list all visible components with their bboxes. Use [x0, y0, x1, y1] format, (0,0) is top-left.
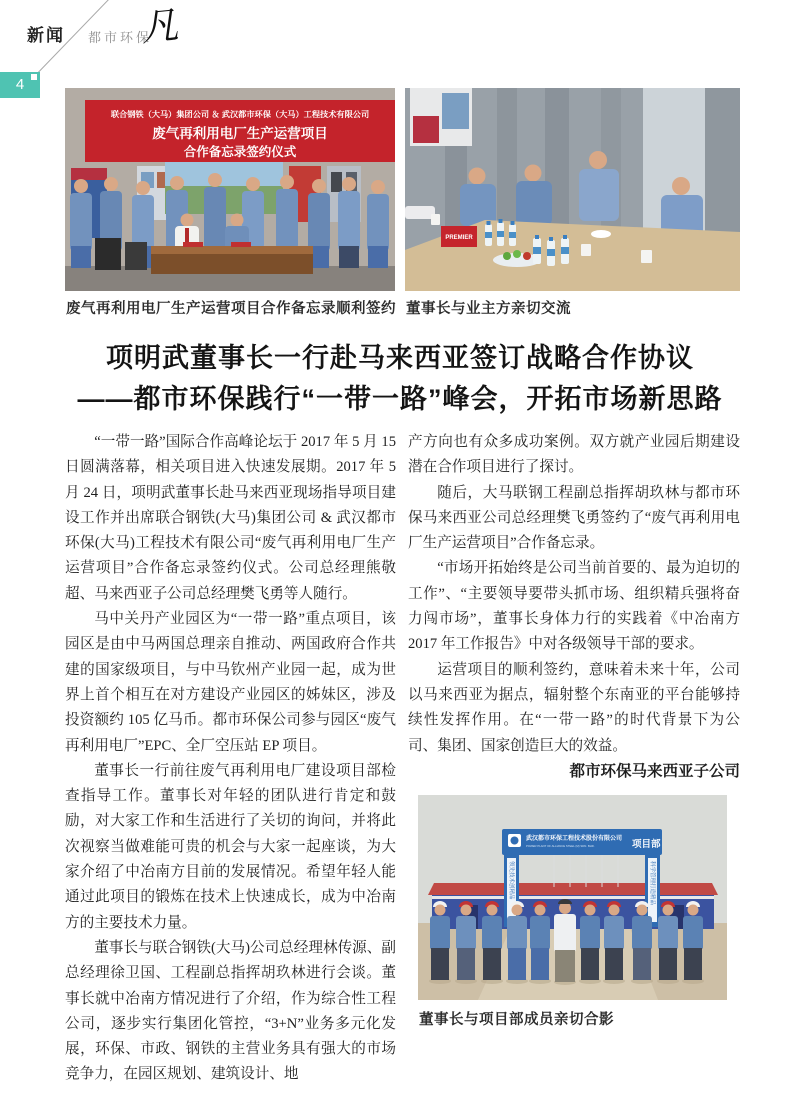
- document-folder: [183, 242, 203, 247]
- paragraph: 董事长与联合钢铁(大马)公司总经理林传源、副总经理徐卫国、工程副总指挥胡玖林进行会谈。董事长就中冶南方情况进行了介绍，作为综合性工程公司，逐步实行集团化管控，“3+N”业务多元化发展，环保、市政、钢铁的主营业务具有强大的市场竞争力，在园区规划、建筑设计、地: [65, 939, 396, 1083]
- paper-cup: [581, 244, 591, 256]
- banner-line2: 废气再利用电厂生产运营项目: [152, 126, 328, 141]
- article-column-right: [408, 430, 740, 784]
- paragraph: 产方向也有众多成功案例。双方就产业园后期建设潜在合作项目进行了探讨。: [408, 434, 740, 476]
- gate-sign-dept: 项目部: [632, 839, 661, 850]
- banner-line1: 联合钢铁（大马）集团公司 ＆ 武汉都市环保（大马）工程技术有限公司: [110, 110, 370, 119]
- page-number-badge: [0, 72, 40, 98]
- chair: [125, 242, 147, 270]
- masthead-title: 都市环保: [88, 30, 153, 45]
- pillar-slogan-right: 科学管理打造精品: [649, 861, 655, 906]
- paper-cup: [431, 214, 440, 225]
- caption-signing: 废气再利用电厂生产运营项目合作备忘录顺利签约: [66, 301, 396, 317]
- paragraph: 随后，大马联钢工程副总指挥胡玖林与都市环保马来西亚公司总经理樊飞勇签约了“废气再利用电厂生产运营项目”合作备忘录。: [408, 484, 740, 552]
- paragraph: 运营项目的顺利签约，意味着未来十年，公司以马来西亚为据点，辐射整个东南亚的平台能够持续性发挥作用。在“一带一路”的时代背景下为公司、集团、国家创造巨大的效益。: [408, 661, 740, 754]
- headline-line2: ——都市环保践行“一带一路”峰会，开拓市场新思路: [77, 384, 723, 414]
- badge-notch: [31, 74, 37, 80]
- gate-sign-english: POWER PLANT OF ALLIANCE STEEL (M) SDN. BHD.: [526, 844, 595, 848]
- photo-meeting-exchange: [405, 88, 740, 291]
- photo-signing-ceremony: [65, 88, 395, 291]
- article-byline: 都市环保马来西亚子公司: [569, 762, 740, 780]
- paragraph: “一带一路”国际合作高峰论坛于 2017 年 5 月 15 日圆满落幕，相关项目进入快速发展期。2017 年 5 月 24 日，项明武董事长赴马来西亚现场指导项目建设工作并出席联合钢铁(大马)集团公司 & 武汉都市环保(大马)工程技术有限公司“废气再利用电厂生产运营项目”合作备忘录签约仪式。公司总经理熊敬超、马来西亚子公司总经理樊飞勇等人随行。: [65, 434, 396, 602]
- gate-sign-company: 武汉都市环保工程技术股份有限公司: [526, 836, 623, 842]
- photo-project-site-group: [418, 795, 727, 1000]
- chair: [95, 238, 121, 270]
- pillar-slogan-left: 领先技术创精品: [508, 861, 514, 900]
- page-number: 4: [15, 76, 25, 93]
- masthead-calligraphy-logo: 凡: [138, 3, 181, 50]
- paragraph: “市场开拓始终是公司当前首要的、最为迫切的工作”、“主要领导要带头抓市场、组织精兵强将奋力闯市场”，董事长身体力行的实践着《中冶南方 2017 年工作报告》中对各级领导干部的要求。: [408, 560, 740, 653]
- section-label: 新闻: [27, 26, 65, 45]
- paragraph: 董事长一行前往废气再利用电厂建设项目部检查指导工作。董事长对年轻的团队进行肯定和鼓励，对大家工作和生活进行了关切的询问，并将此次视察当做难能可贵的机会与大家一起座谈，为大家介绍了中冶南方目前的发展情况。希望年轻人能通过此项目的锻炼在技术上快速成长，成为中冶南方的主要技术力量。: [65, 762, 396, 931]
- premier-box-label: PREMIER: [445, 235, 473, 241]
- headline-line1: 项明武董事长一行赴马来西亚签订战略合作协议: [106, 343, 694, 373]
- article-headline: [40, 338, 760, 420]
- document-folder: [231, 242, 251, 247]
- building-roof: [428, 883, 718, 895]
- article-column-left: [65, 430, 396, 1088]
- paper-cup: [641, 250, 652, 263]
- signing-table: [151, 246, 313, 254]
- caption-meeting: 董事长与业主方亲切交流: [406, 301, 571, 317]
- saucer: [591, 230, 611, 238]
- projector: [405, 206, 435, 219]
- caption-site: 董事长与项目部成员亲切合影: [419, 1012, 614, 1028]
- paragraph: 马中关丹产业园区为“一带一路”重点项目，该园区是由中马两国总理亲自推动、两国政府合作共建的国家级项目，与中马钦州产业园一起，成为世界上首个相互在对方建设产业园区的姊妹区，涉及投资额约 105 亿马币。都市环保公司参与园区“废气再利用电厂”EPC、全厂空压站 EP 项目。: [65, 611, 396, 754]
- banner-line3: 合作备忘录签约仪式: [183, 145, 297, 159]
